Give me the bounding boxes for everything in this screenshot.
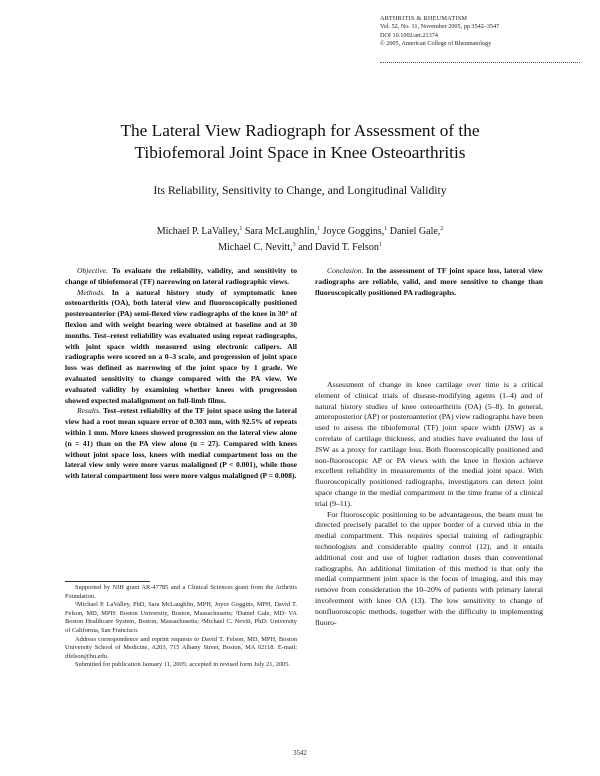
footnotes <box>65 584 297 670</box>
body-text <box>315 380 543 628</box>
article-subtitle: Its Reliability, Sensitivity to Change, and Longitudinal Validity <box>153 184 447 197</box>
author-name: Michael C. Nevitt, <box>218 242 293 253</box>
author-name: Joyce Goggins, <box>322 226 385 237</box>
author-list <box>80 224 520 256</box>
results-text: Test–retest reliability of the TF joint space using the lateral view had a root mean square error of 0.303 mm, with 92.5% of repeats within 1 mm. More knees showed progression on the lateral view alone (n = 41) than on the PA view alone (n = 27). Compared with knees without joint space loss, knees with medial compartment loss on the lateral view only were more varus malaligned (P < 0.001), while those with lateral compartment loss were more valgus malaligned (P = 0.008). <box>65 406 298 481</box>
author-affiliation-mark: 1 <box>317 226 321 232</box>
doi: DOI 10.1002/art.21374 <box>380 31 438 39</box>
methods-text: In a natural history study of symptomatic knee osteoarthritis (OA), both lateral view and fluoroscopically positioned posteroanterior (PA) semi-flexed view radiographs of the knee in 30° of flexion and with weight bearing were obtained at baseline and at 30 months. Test–retest reliability was evaluated using repeat radiographs, with joint space width measured using electronic calipers. All radiographs were scored on a 0–3 scale, and progression of joint space loss was defined as narrowing of the joint space by 1 grade. We evaluated sensitivity to change compared with the PA view. We evaluated validity by examining whether knees with progression showed expected malalignment on full-limb films. <box>65 287 297 405</box>
author-affiliation-mark: 1 <box>239 226 243 232</box>
conclusion-label: Conclusion. <box>327 266 364 275</box>
abstract-methods <box>65 288 297 407</box>
footnote-divider <box>65 581 150 582</box>
conclusion-text: In the assessment of TF joint space loss, lateral view radiographs are reliable, valid, and more sensitive to change than fluoroscopically positioned PA radiographs. <box>315 266 543 297</box>
abstract-conclusion <box>315 266 543 298</box>
objective-label: Objective. <box>77 266 108 275</box>
title-line-1: The Lateral View Radiograph for Assessment of the <box>120 121 480 140</box>
footnote-support: Supported by NIH grant AR-47785 and a Clinical Sciences grant from the Arthritis Foundation. <box>65 584 297 600</box>
results-label: Results. <box>77 406 101 416</box>
footnote-affiliations: ¹Michael P. LaValley, PhD, Sara McLaughlin, MPH, Joyce Goggins, MPH, David T. Felson, MD, MPH: Boston University, Boston, Massachusetts; ²Daniel Gale, MD: VA Boston Healthcare System, Boston, Massachusetts; ³Michael C. Nevitt, PhD: University of California, San Francisco. <box>65 601 297 634</box>
author-affiliation-mark: 2 <box>440 226 444 232</box>
abstract-results <box>65 406 297 482</box>
methods-label: Methods. <box>77 287 106 297</box>
author-affiliation-mark: 3 <box>292 242 296 248</box>
author-line-1 <box>80 224 520 240</box>
article-title <box>60 120 540 164</box>
author-name: Sara McLaughlin, <box>244 226 318 237</box>
objective-text: To evaluate the reliability, validity, and sensitivity to change of tibiofemoral (TF) narrowing on lateral radiographic views. <box>65 266 297 286</box>
footnote-correspondence: Address correspondence and reprint requests to David T. Felson, MD, MPH, Boston University School of Medicine, A203, 715 Albany Street, Boston, MA 02118. E-mail: dfelson@bu.edu. <box>65 635 297 660</box>
author-name: Michael P. LaValley, <box>156 226 240 237</box>
author-name: and David T. Felson <box>298 242 379 253</box>
copyright: © 2005, American College of Rheumatology <box>380 40 492 48</box>
body-paragraph: Assessment of change in knee cartilage over time is a critical element of clinical trials of disease-modifying agents (1–4) and of natural history studies of knee osteoarthritis (OA) (5–8). In general, anteroposterior (AP) or posteroanterior (PA) view radiographs have been used to assess the tibiofemoral (TF) joint space width (JSW) as a correlate of cartilage thickness, and studies have evaluated the loss of JSW as a proxy for cartilage loss. Both fluoroscopically positioned and non-fluoroscopic AP or PA views with the knee in flexion achieve excellent reliability in measurements of the medial joint space. With fluoroscopically positioned radiographs, investigators can detect joint space change in the medial compartment in the time frame of a clinical trial (9–11). <box>315 380 543 508</box>
journal-name: ARTHRITIS & RHEUMATISM <box>380 15 468 22</box>
author-affiliation-mark: 1 <box>384 226 388 232</box>
author-line-2 <box>80 240 520 256</box>
author-affiliation-mark: 1 <box>378 242 382 248</box>
footnote-submitted: Submitted for publication January 11, 2005; accepted in revised form July 21, 2005. <box>75 661 291 669</box>
abstract-right-column <box>315 266 543 298</box>
abstract-objective <box>65 266 297 288</box>
header-divider <box>380 62 580 63</box>
page-number: 3542 <box>293 750 307 757</box>
title-line-2: Tibiofemoral Joint Space in Knee Osteoarthritis <box>134 143 466 162</box>
volume-info: Vol. 52, No. 11, November 2005, pp 3542–3547 <box>380 23 500 31</box>
journal-header <box>380 15 585 49</box>
body-paragraph: For fluoroscopic positioning to be advantageous, the beam must be directed precisely parallel to the upper border of a curved tibia in the medial compartment. This requires special training of radiographic technologists and considerable quality control (12), and it entails additional cost and use of higher radiation doses than conventional radiographs. An additional limitation of this method is that only the medial compartment joint space is the focus of imaging, and this may remove from consideration the 10–20% of patients with primary lateral involvement with knee OA (13). The low sensitivity to change of nonfluoroscopic methods, together with the difficulty in implementing fluoro- <box>315 509 543 627</box>
abstract-left-column <box>65 266 297 482</box>
author-name: Daniel Gale, <box>389 226 441 237</box>
